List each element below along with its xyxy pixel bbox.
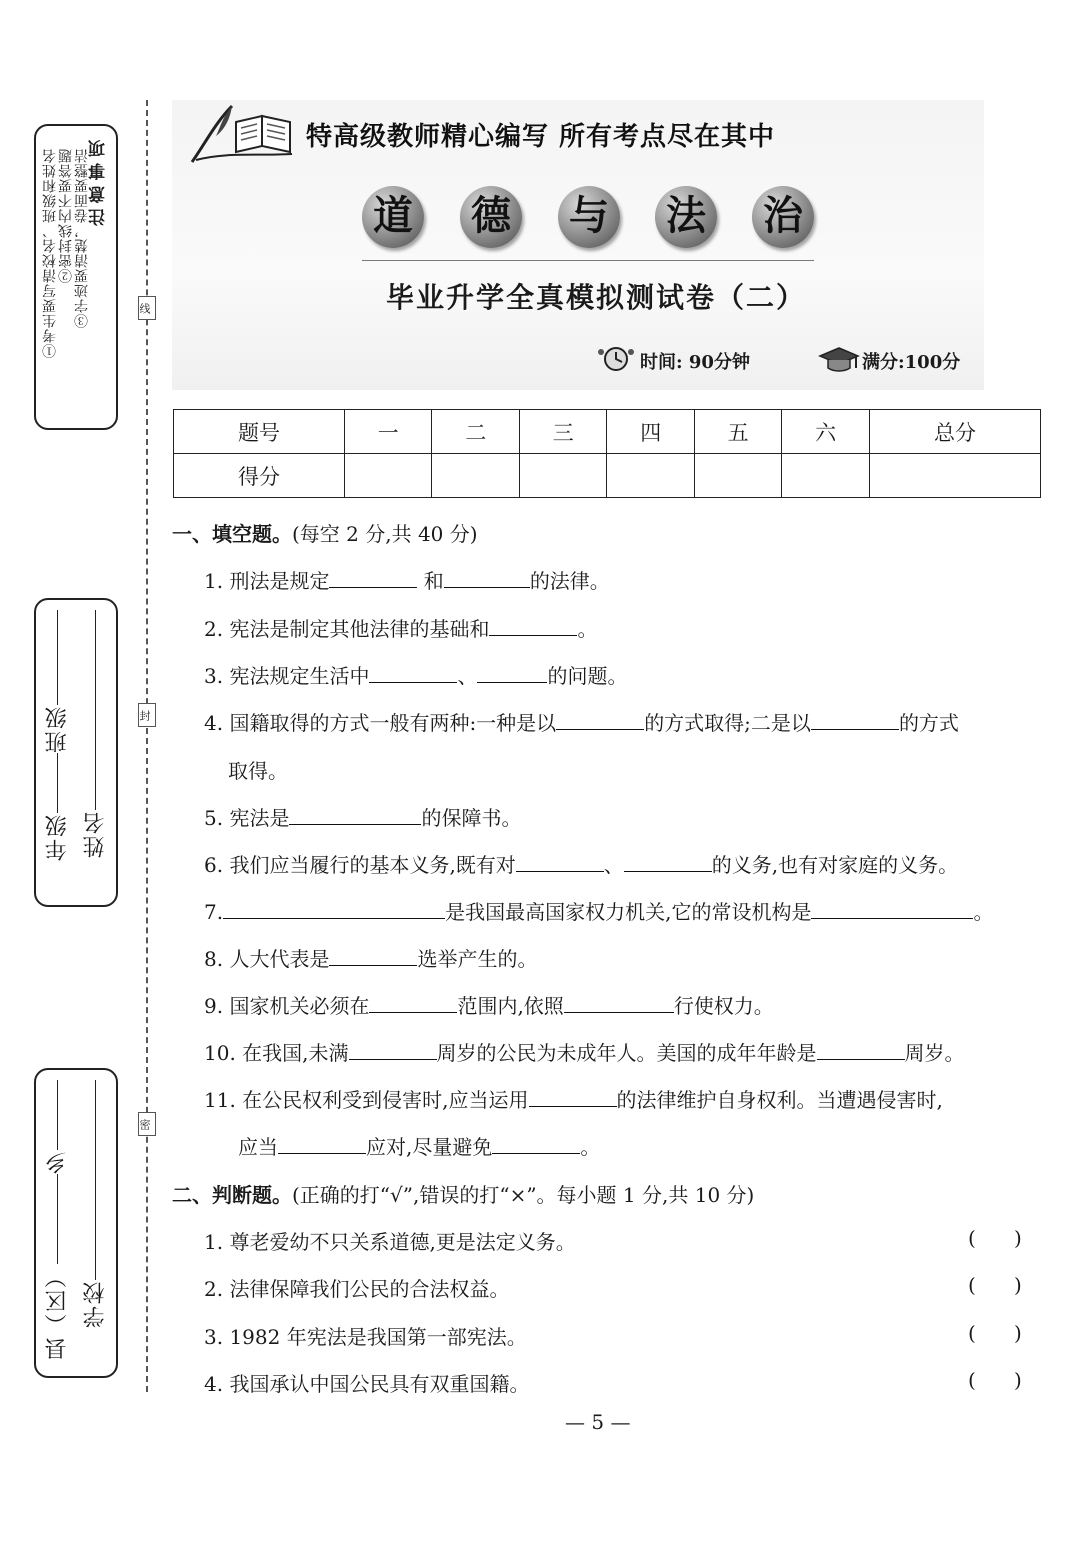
answer-parens[interactable]: ( ) xyxy=(968,1368,1022,1392)
seal-mark-secret: 密 xyxy=(138,1112,156,1136)
question-text: 周岁的公民为未成年人。美国的成年年龄是 xyxy=(436,1041,817,1065)
township-blank xyxy=(58,1080,59,1150)
judge-item-4: 4. 我国承认中国公民具有双重国籍。 xyxy=(204,1372,530,1396)
score-table xyxy=(173,409,1041,498)
answer-blank[interactable] xyxy=(811,900,973,919)
score-cell[interactable] xyxy=(782,454,869,498)
question-11-cont xyxy=(238,1131,600,1160)
answer-blank[interactable] xyxy=(223,900,445,919)
question-text: 。 xyxy=(577,617,598,641)
answer-blank[interactable] xyxy=(564,994,674,1013)
question-text: 、 xyxy=(457,664,478,688)
score-header-cell: 总分 xyxy=(869,410,1040,454)
page-number: — 5 — xyxy=(565,1410,631,1434)
county-township-field xyxy=(42,1080,73,1360)
answer-blank[interactable] xyxy=(278,1135,366,1154)
name-label: 姓名 xyxy=(83,810,108,858)
question-text: 。 xyxy=(973,900,994,924)
answer-parens[interactable]: ( ) xyxy=(968,1273,1022,1297)
question-8 xyxy=(204,943,537,972)
answer-blank[interactable] xyxy=(369,664,457,683)
question-4 xyxy=(204,707,959,736)
question-text: 的法律。 xyxy=(529,569,610,593)
score-table-score-row xyxy=(174,454,1041,498)
notice-2: ②密封线内不要答题 xyxy=(58,148,74,283)
slogan: 特高级教师精心编写 所有考点尽在其中 xyxy=(306,122,776,152)
question-5 xyxy=(204,802,521,831)
score-cell[interactable] xyxy=(607,454,694,498)
clock-icon xyxy=(596,344,636,374)
question-3 xyxy=(204,660,627,689)
notice-box xyxy=(34,124,118,430)
question-text: 6. 我们应当履行的基本义务,既有对 xyxy=(204,853,516,877)
answer-blank[interactable] xyxy=(369,994,457,1013)
question-text: 8. 人大代表是 xyxy=(204,947,330,971)
question-text: 11. 在公民权利受到侵害时,应当运用 xyxy=(204,1088,529,1112)
answer-parens[interactable]: ( ) xyxy=(968,1321,1022,1345)
title-rule xyxy=(362,260,814,261)
book-quill-icon xyxy=(186,102,298,166)
subject-char-4: 法 xyxy=(655,186,717,248)
score-cell[interactable] xyxy=(519,454,606,498)
answer-blank[interactable] xyxy=(477,664,547,683)
question-text: 范围内,依照 xyxy=(457,994,564,1018)
question-text: 应当 xyxy=(238,1135,278,1159)
question-11 xyxy=(204,1084,943,1113)
grade-blank xyxy=(58,753,59,813)
answer-blank[interactable] xyxy=(492,1135,580,1154)
county-label: 县（区） xyxy=(45,1264,70,1360)
section1-note: (每空 2 分,共 40 分) xyxy=(292,522,478,546)
section2-heading xyxy=(172,1179,754,1208)
answer-blank[interactable] xyxy=(329,947,417,966)
grade-class-box xyxy=(34,598,118,907)
question-text: 选举产生的。 xyxy=(417,947,538,971)
seal-mark-line: 线 xyxy=(138,296,156,320)
notice-3: ③字迹要清楚，卷面要整洁 xyxy=(74,148,90,328)
answer-parens[interactable]: ( ) xyxy=(968,1226,1022,1250)
name-field xyxy=(80,610,111,858)
class-label: 班级 xyxy=(45,705,70,753)
question-text: 应对,尽量避免 xyxy=(366,1135,493,1159)
question-text: 4. 国籍取得的方式一般有两种:一种是以 xyxy=(204,711,557,735)
question-text: 的问题。 xyxy=(547,664,628,688)
question-4-cont: 取得。 xyxy=(228,759,288,783)
judge-item-3: 3. 1982 年宪法是我国第一部宪法。 xyxy=(204,1325,527,1349)
subject-char-1: 道 xyxy=(362,186,424,248)
answer-blank[interactable] xyxy=(556,711,644,730)
score-header-cell: 五 xyxy=(694,410,781,454)
score-header-cell: 三 xyxy=(519,410,606,454)
answer-blank[interactable] xyxy=(529,1088,617,1107)
answer-blank[interactable] xyxy=(349,1041,437,1060)
judge-item-2: 2. 法律保障我们公民的合法权益。 xyxy=(204,1277,510,1301)
section1-heading xyxy=(172,518,478,547)
question-6 xyxy=(204,849,958,878)
notice-title: 注意事项 xyxy=(89,134,109,226)
county-school-box xyxy=(34,1068,118,1378)
question-text: 、 xyxy=(603,853,624,877)
question-text: 周岁。 xyxy=(904,1041,965,1065)
exam-time: 时间: 90分钟 xyxy=(640,352,750,373)
subject-char-5: 治 xyxy=(752,186,814,248)
school-label: 学校 xyxy=(83,1280,108,1328)
section2-note: (正确的打“√”,错误的打“×”。每小题 1 分,共 10 分) xyxy=(292,1183,755,1207)
question-text: 的保障书。 xyxy=(421,806,522,830)
answer-blank[interactable] xyxy=(811,711,899,730)
question-text: 行使权力。 xyxy=(673,994,774,1018)
score-header-cell: 题号 xyxy=(174,410,345,454)
question-text: 和 xyxy=(417,569,444,593)
full-score: 满分:100分 xyxy=(862,352,961,373)
paper-title: 毕业升学全真模拟测试卷（二） xyxy=(386,281,807,314)
question-text: 10. 在我国,未满 xyxy=(204,1041,349,1065)
answer-blank[interactable] xyxy=(329,569,417,588)
answer-blank[interactable] xyxy=(516,853,604,872)
score-header-cell: 四 xyxy=(607,410,694,454)
score-cell[interactable] xyxy=(694,454,781,498)
question-text: 的义务,也有对家庭的义务。 xyxy=(711,853,959,877)
score-header-cell: 二 xyxy=(432,410,519,454)
question-text: 是我国最高国家权力机关,它的常设机构是 xyxy=(445,900,812,924)
county-blank xyxy=(58,1174,59,1264)
section1-title: 一、填空题。 xyxy=(172,522,292,546)
score-cell[interactable] xyxy=(345,454,432,498)
score-cell[interactable] xyxy=(432,454,519,498)
answer-blank[interactable] xyxy=(289,806,421,825)
score-header-cell: 六 xyxy=(782,410,869,454)
question-text: 1. 刑法是规定 xyxy=(204,569,330,593)
judge-item-1: 1. 尊老爱幼不只关系道德,更是法定义务。 xyxy=(204,1230,576,1254)
township-label: 乡 xyxy=(45,1150,70,1174)
question-text: 7. xyxy=(204,900,224,924)
seal-mark-seal: 封 xyxy=(138,703,156,727)
name-blank xyxy=(96,610,97,810)
score-table-header-row xyxy=(174,410,1041,454)
notice-1: ①考生要写清校名、班级和姓名 xyxy=(42,148,58,358)
answer-blank[interactable] xyxy=(624,853,712,872)
score-header-cell: 一 xyxy=(345,410,432,454)
question-text: 3. 宪法规定生活中 xyxy=(204,664,370,688)
subject-char-3: 与 xyxy=(558,186,620,248)
answer-blank[interactable] xyxy=(489,617,577,636)
seal-line xyxy=(146,100,148,1392)
question-text: 的方式取得;二是以 xyxy=(644,711,811,735)
section2-title: 二、判断题。 xyxy=(172,1183,292,1207)
graduation-cap-icon xyxy=(818,344,860,374)
answer-blank[interactable] xyxy=(817,1041,905,1060)
question-text: 的方式 xyxy=(898,711,959,735)
question-text: 9. 国家机关必须在 xyxy=(204,994,370,1018)
grade-label: 年级 xyxy=(45,813,70,861)
score-row-label: 得分 xyxy=(174,454,345,498)
question-text: 。 xyxy=(580,1135,601,1159)
question-1 xyxy=(204,565,610,594)
class-blank xyxy=(58,610,59,705)
answer-blank[interactable] xyxy=(444,569,530,588)
question-2 xyxy=(204,613,597,642)
question-text: 2. 宪法是制定其他法律的基础和 xyxy=(204,617,490,641)
score-cell[interactable] xyxy=(869,454,1040,498)
question-10 xyxy=(204,1037,965,1066)
question-7 xyxy=(204,896,993,925)
grade-class-field xyxy=(42,610,73,861)
subject-char-2: 德 xyxy=(460,186,522,248)
question-text: 5. 宪法是 xyxy=(204,806,290,830)
school-blank xyxy=(96,1080,97,1280)
school-field xyxy=(80,1080,111,1328)
question-text: 的法律维护自身权利。当遭遇侵害时, xyxy=(616,1088,943,1112)
question-9 xyxy=(204,990,774,1019)
